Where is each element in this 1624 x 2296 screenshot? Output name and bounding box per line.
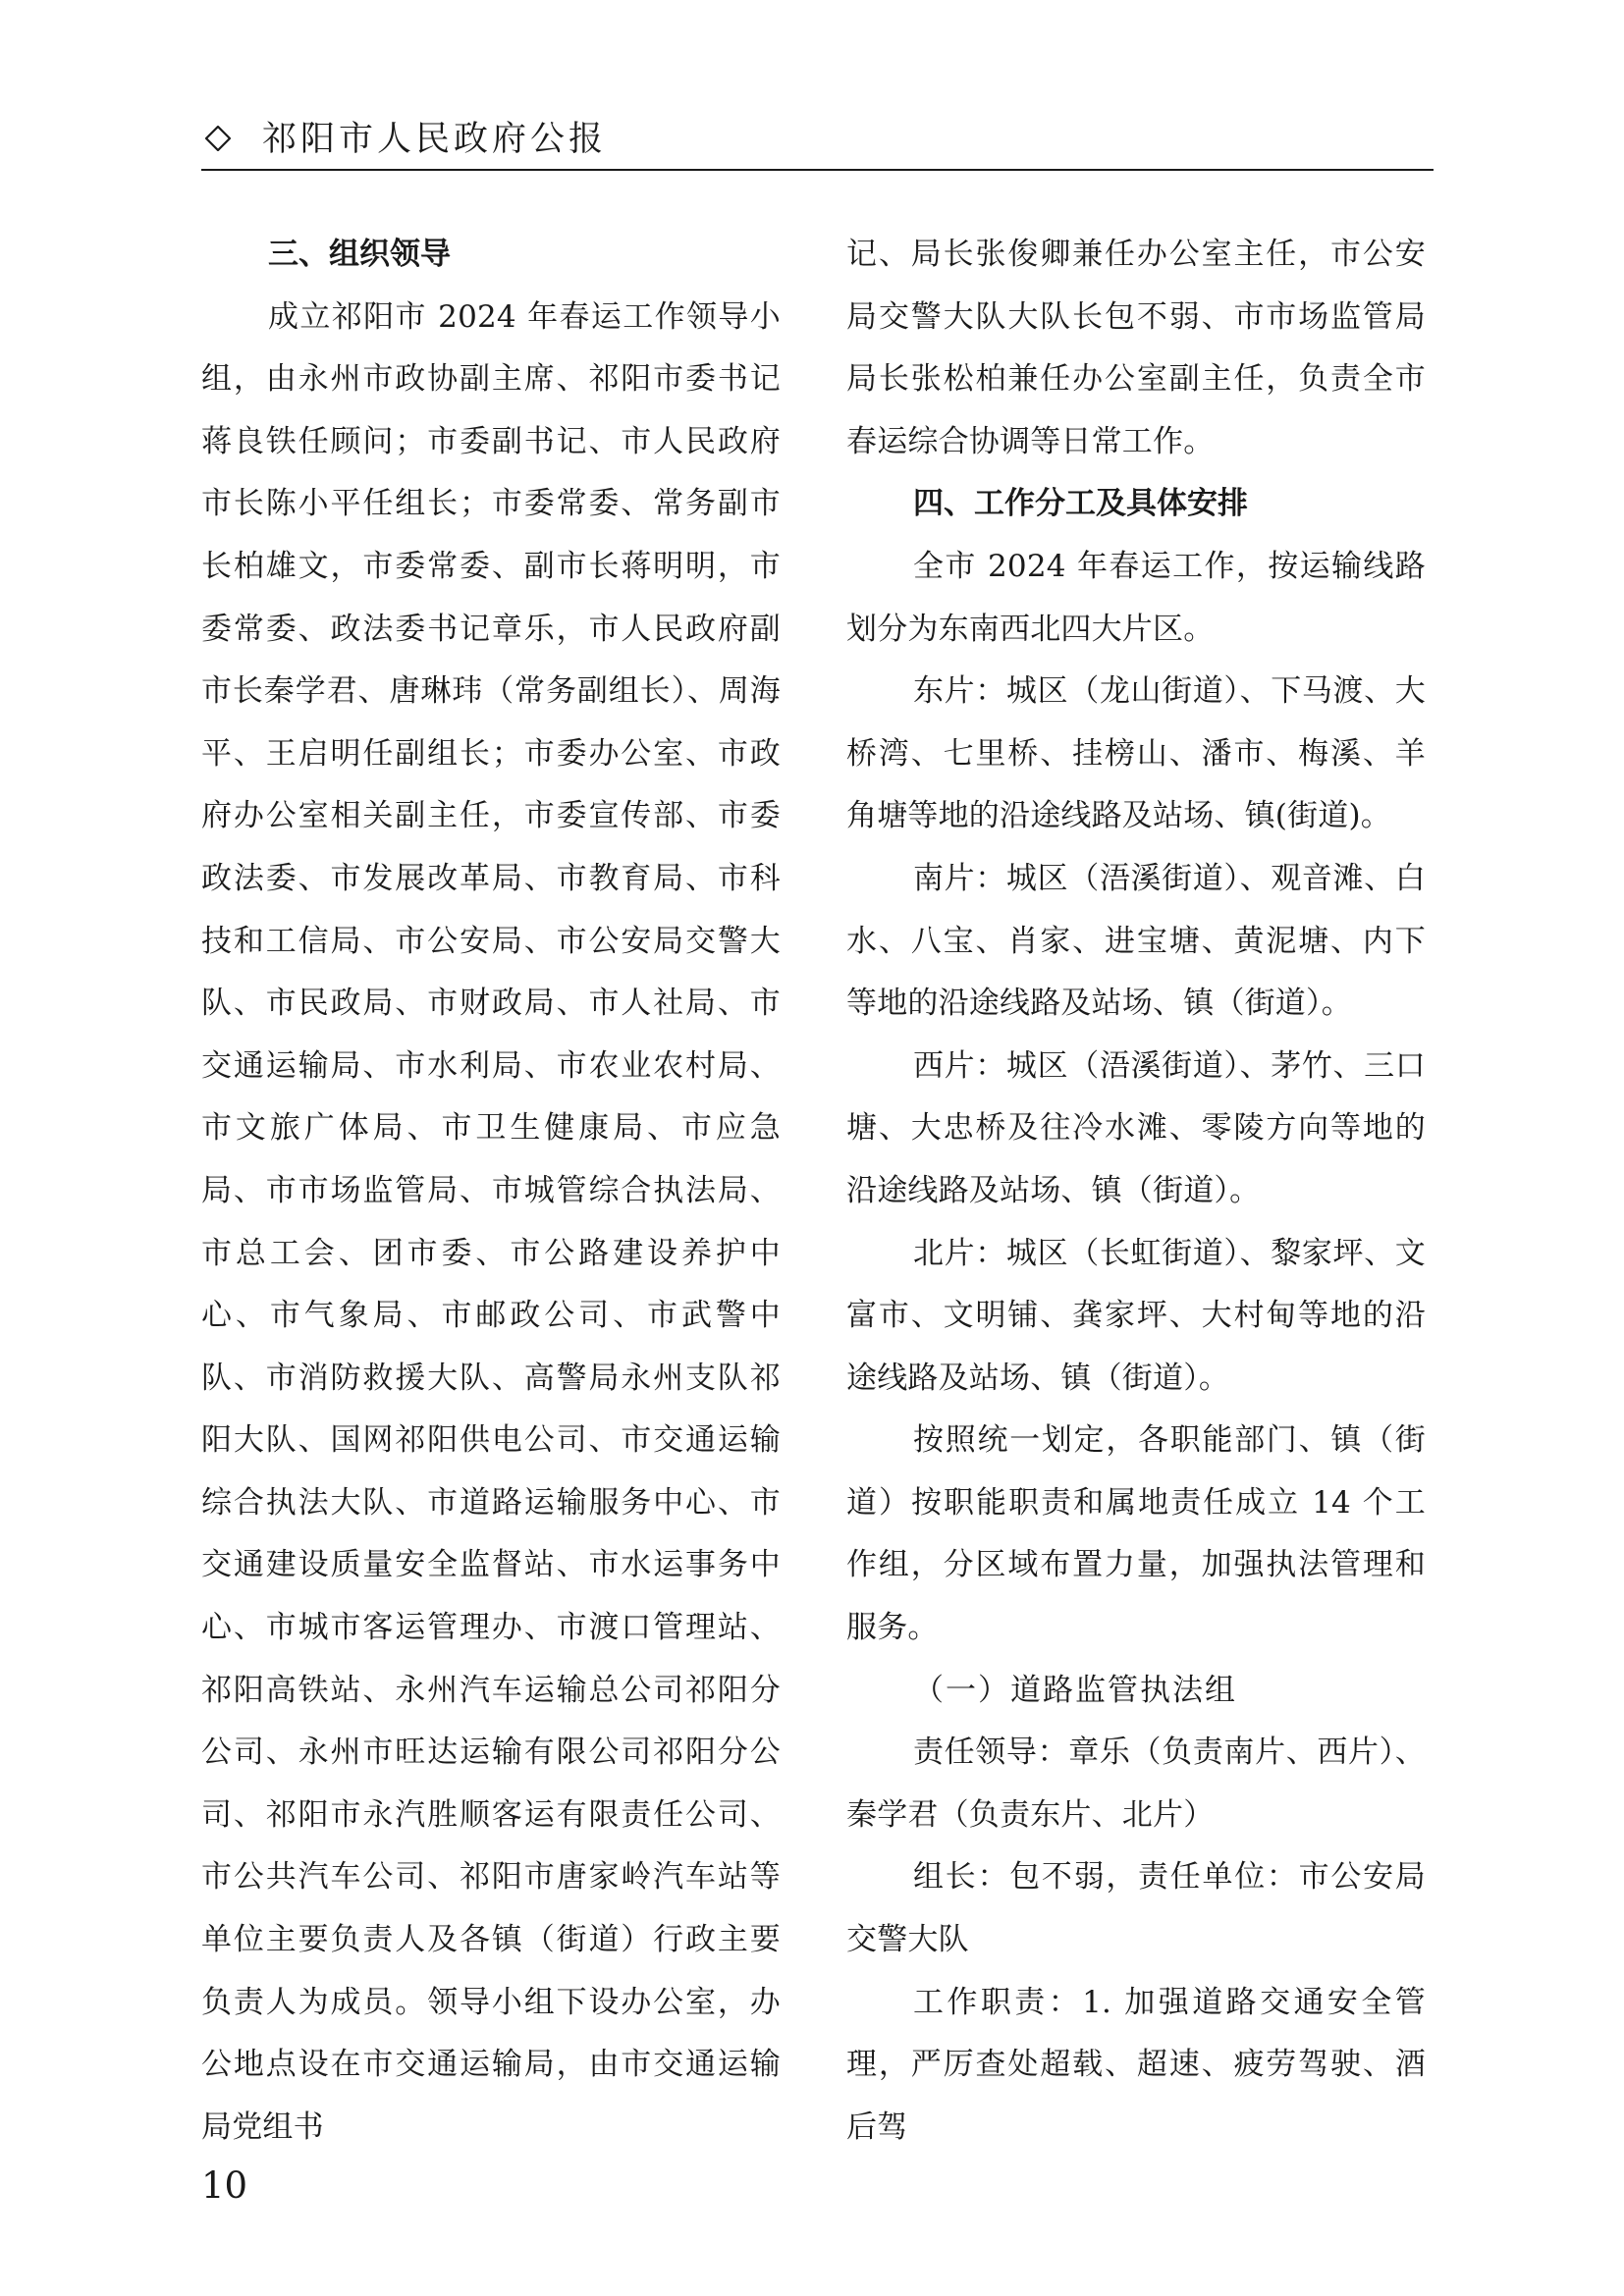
paragraph-continued: 记、局长张俊卿兼任办公室主任，市公安局交警大队大队长包不弱、市市场监管局局长张松柏兼任办公室副主任，负责全市春运综合协调等日常工作。 bbox=[846, 237, 1426, 459]
diamond-icon bbox=[205, 126, 231, 151]
publication-title: 祁阳市人民政府公报 bbox=[262, 120, 608, 159]
paragraph: 组长：包不弱，责任单位：市公安局交警大队 bbox=[846, 1859, 1426, 1958]
paragraph: 责任领导：章乐（负责南片、西片）、秦学君（负责东片、北片） bbox=[846, 1735, 1426, 1833]
paragraph: 南片：城区（浯溪街道）、观音滩、白水、八宝、肖家、进宝塘、黄泥塘、内下等地的沿途线路及站场、镇（街道）。 bbox=[846, 860, 1426, 1022]
right-column bbox=[846, 224, 1426, 2159]
header-rule bbox=[201, 169, 1434, 171]
paragraph: 全市 2024 年春运工作，按运输线路划分为东南西北四大片区。 bbox=[846, 548, 1426, 647]
paragraph: 北片：城区（长虹街道）、黎家坪、文富市、文明铺、龚家坪、大村甸等地的沿途线路及站场、镇（街道）。 bbox=[846, 1235, 1426, 1396]
subsection-heading: （一）道路监管执法组 bbox=[913, 1672, 1237, 1708]
running-header bbox=[201, 118, 1434, 169]
section-heading: 三、组织领导 bbox=[268, 237, 451, 272]
section-heading: 四、工作分工及具体安排 bbox=[913, 486, 1248, 522]
paragraph: 西片：城区（浯溪街道）、茅竹、三口塘、大忠桥及往冷水滩、零陵方向等地的沿途线路及站场、镇（街道）。 bbox=[846, 1047, 1426, 1208]
paragraph: 工作职责：1. 加强道路交通安全管理，严厉查处超载、超速、疲劳驾驶、酒后驾 bbox=[846, 1984, 1426, 2145]
paragraph: 东片：城区（龙山街道）、下马渡、大桥湾、七里桥、挂榜山、潘市、梅溪、羊角塘等地的沿途线路及站场、镇(街道)。 bbox=[846, 673, 1426, 834]
paragraph: 按照统一划定，各职能部门、镇（街道）按职能职责和属地责任成立 14 个工作组，分区域布置力量，加强执法管理和服务。 bbox=[846, 1422, 1426, 1646]
page-number: 10 bbox=[201, 2164, 248, 2207]
left-column bbox=[201, 224, 781, 2159]
paragraph: 成立祁阳市 2024 年春运工作领导小组，由永州市政协副主席、祁阳市委书记蒋良铁任顾问；市委副书记、市人民政府市长陈小平任组长；市委常委、常务副市长柏雄文，市委常委、副市长蒋明明，市委常委、政法委书记章乐，市人民政府副市长秦学君、唐琳玮（常务副组长）、周海平、王启明任副组长；市委办公室、市政府办公室相关副主任，市委宣传部、市委政法委、市发展改革局、市教育局、市科技和工信局、市公安局、市公安局交警大队、市民政局、市财政局、市人社局、市交通运输局、市水利局、市农业农村局、市文旅广体局、市卫生健康局、市应急局、市市场监管局、市城管综合执法局、市总工会、团市委、市公路建设养护中心、市气象局、市邮政公司、市武警中队、市消防救援大队、高警局永州支队祁阳大队、国网祁阳供电公司、市交通运输综合执法大队、市道路运输服务中心、市交通建设质量安全监督站、市水运事务中心、市城市客运管理办、市渡口管理站、祁阳高铁站、永州汽车运输总公司祁阳分公司、永州市旺达运输有限公司祁阳分公司、祁阳市永汽胜顺客运有限责任公司、市公共汽车公司、祁阳市唐家岭汽车站等单位主要负责人及各镇（街道）行政主要负责人为成员。领导小组下设办公室，办公地点设在市交通运输局，由市交通运输局党组书 bbox=[201, 298, 781, 2145]
